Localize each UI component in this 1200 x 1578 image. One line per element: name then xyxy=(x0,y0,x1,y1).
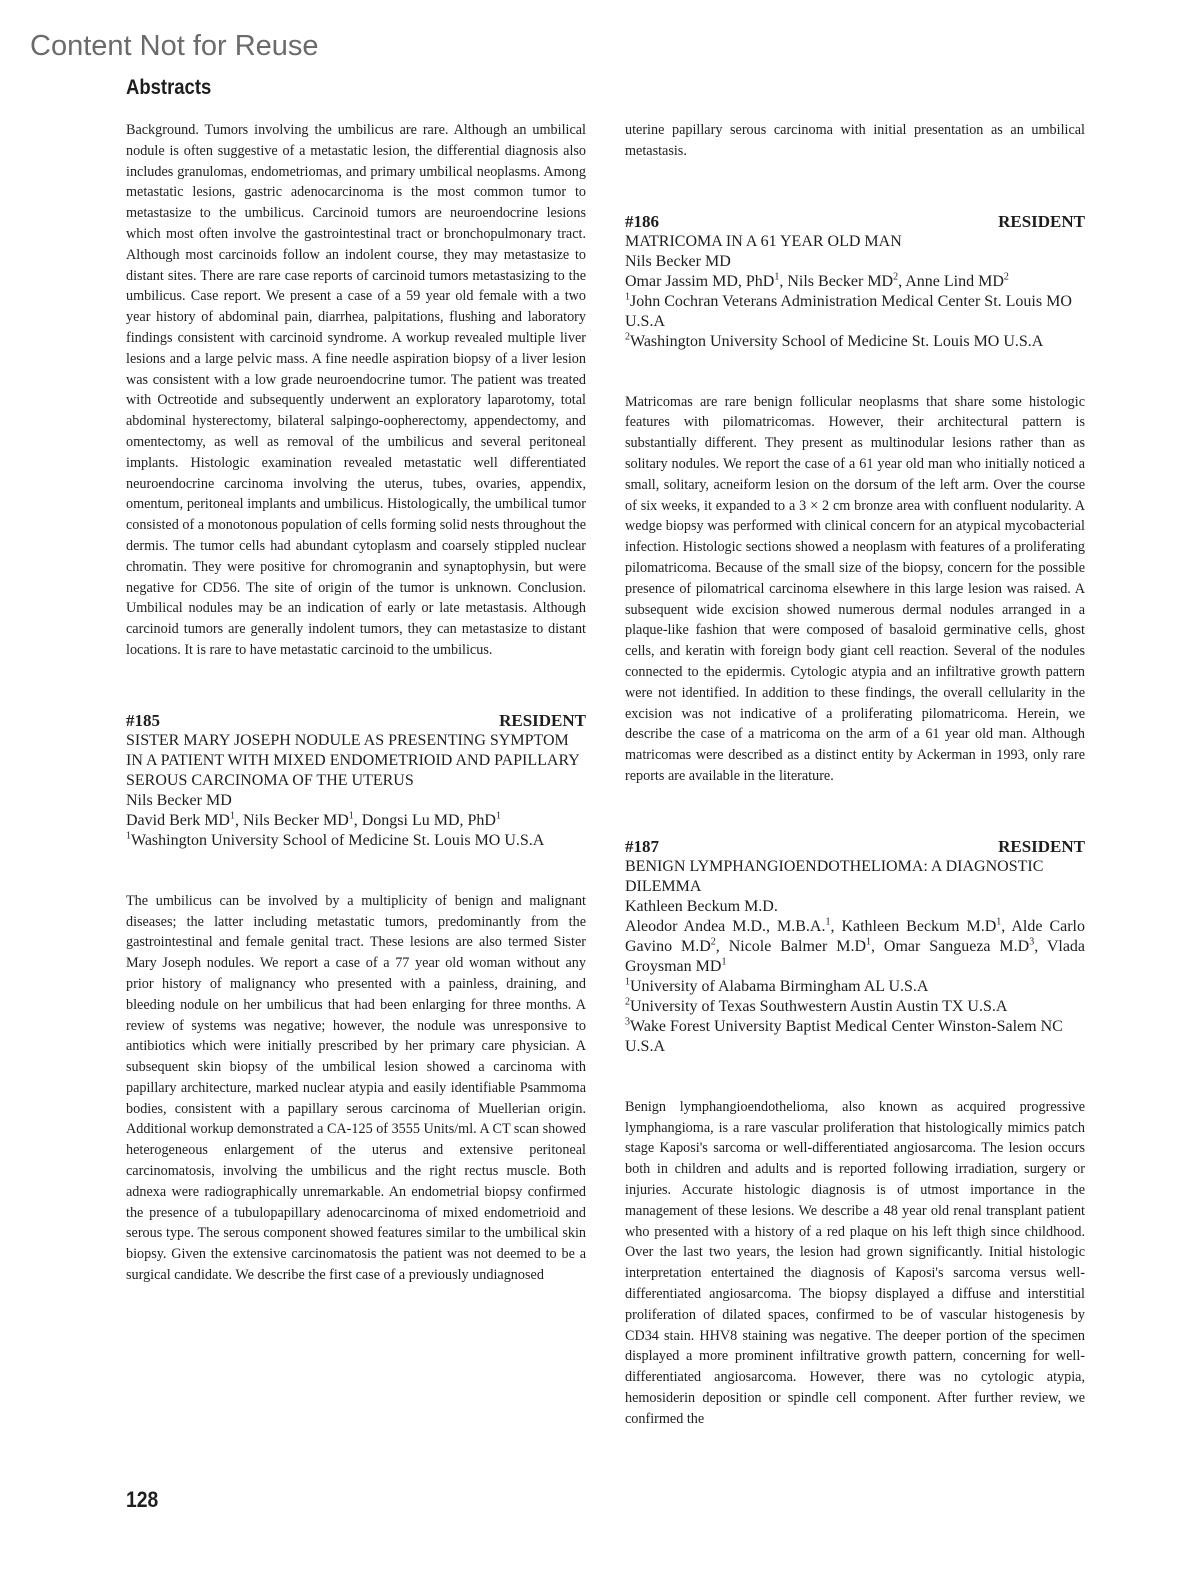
abstract-186 xyxy=(625,212,1085,787)
author-separator: , xyxy=(779,272,788,290)
affiliation-line xyxy=(625,332,1085,352)
watermark: Content Not for Reuse xyxy=(30,30,319,62)
author-separator: , xyxy=(898,272,906,290)
abstract-body: Benign lymphangioendothelioma, also known as acquired progressive lymphangioma, is a rare vascular proliferation that histologically mimics patch stage Kaposi's sarcoma or well-differentiated angiosarcoma. The lesion occurs both in children and adults and is reported following irradiation, surgery or injuries. Accurate histologic diagnosis is of utmost importance in the management of these lesions. We describe a 48 year old renal transplant patient who presented with a history of a red plaque on his left thigh since childhood. Over the last two years, the lesion had grown significantly. Initial histologic interpretation entertained the diagnosis of Kaposi's sarcoma versus well-differentiated angiosarcoma. The biopsy displayed a diffuse and interstitial proliferation of dilated spaces, confirmed to be of vascular histogenesis by CD34 stain. HHV8 staining was negative. The deeper portion of the specimen displayed a more prominent infiltrative growth pattern, concerning for well-differentiated angiosarcoma. However, there was no cytologic atypia, hemosiderin deposition or spindle cell component. After further review, we confirmed the xyxy=(625,1098,1085,1427)
author-affiliation-marker: 1 xyxy=(996,916,1002,928)
abstract-category: RESIDENT xyxy=(499,710,586,730)
author-separator: , xyxy=(234,811,243,829)
author-affiliation-marker: 1 xyxy=(348,810,354,822)
abstract-header xyxy=(625,837,1085,857)
author-affiliation-marker: 1 xyxy=(495,810,501,822)
affiliation-marker: 1 xyxy=(625,291,630,303)
affiliation-text: Washington University School of Medicine St. Louis MO U.S.A xyxy=(630,332,1044,350)
abstract-title: SISTER MARY JOSEPH NODULE AS PRESENTING SYMPTOM IN A PATIENT WITH MIXED ENDOMETRIOID AND PAPILLARY SEROUS CARCINOMA OF THE UTERUS xyxy=(126,731,580,789)
section-title: Abstracts xyxy=(126,76,212,99)
author-separator: , xyxy=(871,937,884,955)
abstract-affiliations xyxy=(625,977,1085,1057)
continued-abstract-text: Background. Tumors involving the umbilicus are rare. Although an umbilical nodule is often suggestive of a metastatic lesion, the differential diagnosis also includes granulomas, endometriomas, and primary umbilical neoplasms. Among metastatic lesions, gastric adenocarcinoma is the most common tumor to metastasize to the umbilicus. Carcinoid tumors are neuroendocrine lesions which most often involve the gastrointestinal tract or bronchopulmonary tract. Although most carcinoids follow an indolent course, they may metastasize to distant sites. There are rare case reports of carcinoid tumors metastasizing to the umbilicus. Case report. We present a case of a 59 year old female with a two year history of abdominal pain, diarrhea, palpitations, flushing and laboratory findings consistent with carcinoid syndrome. A workup revealed multiple liver lesions and a large pelvic mass. A fine needle aspiration biopsy of a liver lesion was consistent with a low grade neuroendocrine tumor. The patient was treated with Octreotide and subsequently underwent an exploratory laparotomy, total abdominal hysterectomy, bilateral salpingo-oopherectomy, appendectomy, and omentectomy, as well as removal of the umbilicus and several peritoneal implants. Histologic examination revealed metastatic well differentiated neuroendocrine carcinoma involving the uterus, tubes, ovaries, appendix, omentum, peritoneal implants and umbilicus. Histologically, the umbilical tumor consisted of a monotonous population of cells forming solid nests throughout the dermis. The tumor cells had abundant cytoplasm and coarsely stippled nuclear chromatin. They were positive for chromogranin and synaptophysin, but were negative for CD56. The site of origin of the tumor is unknown. Conclusion. Umbilical nodules may be an indication of early or late metastasis. Although carcinoid tumors are generally indolent tumors, they can metastasize to distant locations. It is rare to have metastatic carcinoid to the umbilicus. xyxy=(126,122,586,658)
abstract-presenter: Kathleen Beckum M.D. xyxy=(625,897,778,915)
affiliation-line xyxy=(126,831,586,851)
author-name: Omar Jassim MD, PhD xyxy=(625,272,775,290)
abstract-number: #187 xyxy=(625,836,659,856)
author-name: Alde Carlo Gavino M.D xyxy=(625,917,1085,955)
affiliation-text: Wake Forest University Baptist Medical Center Winston-Salem NC U.S.A xyxy=(625,1017,1063,1055)
abstract-affiliations xyxy=(126,831,586,851)
affiliation-marker: 1 xyxy=(625,976,630,988)
author-affiliation-marker: 3 xyxy=(1029,936,1035,948)
author-affiliation-marker: 1 xyxy=(229,810,235,822)
affiliation-marker: 2 xyxy=(625,331,630,343)
affiliation-marker: 2 xyxy=(625,996,630,1008)
abstract-body: Matricomas are rare benign follicular neoplasms that share some histologic features with pilomatricomas. However, their architectural pattern is substantially different. They present as multinodular lesions rather than as solitary nodules. We report the case of a 61 year old man who initially noticed a small, solitary, acneiform lesion on the dorsum of the left arm. Over the course of six weeks, it expanded to a 3 × 2 cm bronze area with confluent nodularity. A wedge biopsy was performed with clinical concern for an atypical mycobacterial infection. Histologic sections showed a neoplasm with features of a proliferating pilomatricoma. Because of the small size of the biopsy, concern for the possible presence of pilomatrical carcinoma elsewhere in this large lesion was raised. A subsequent wide excision showed numerous dermal nodules arranged in a plaque-like fashion that were composed of basaloid germinative cells, ghost cells, and keratin with foreign body giant cell reaction. Several of the nodules connected to the epidermis. Cytologic atypia and an infiltrative growth pattern were not identified. In addition to these findings, the overall cellularity in the excision was not indicative of a proliferating pilomatricoma. Herein, we describe the case of a matricoma on the arm of a 61 year old man. Although matricomas were described as a distinct entity by Ackerman in 1993, only rare reports are available in the literature. xyxy=(625,393,1085,784)
affiliation-line xyxy=(625,292,1085,332)
abstract-header xyxy=(625,212,1085,232)
author-separator: , xyxy=(715,937,729,955)
right-column xyxy=(625,120,1085,1429)
author-affiliation-marker: 1 xyxy=(721,956,727,968)
affiliation-marker: 3 xyxy=(625,1016,630,1028)
affiliation-text: University of Alabama Birmingham AL U.S.A xyxy=(630,977,929,995)
author-name: Anne Lind MD xyxy=(905,272,1004,290)
affiliation-text: Washington University School of Medicine St. Louis MO U.S.A xyxy=(131,831,545,849)
abstract-category: RESIDENT xyxy=(998,836,1085,856)
affiliation-line xyxy=(625,977,1085,997)
abstract-187 xyxy=(625,837,1085,1430)
author-affiliation-marker: 2 xyxy=(710,936,716,948)
abstract-authors xyxy=(625,917,1085,977)
author-affiliation-marker: 1 xyxy=(866,936,871,948)
author-name: Omar Sangueza M.D xyxy=(883,937,1030,955)
author-name: Nils Becker MD xyxy=(787,272,894,290)
author-name: David Berk MD xyxy=(126,811,230,829)
author-name: Kathleen Beckum M.D xyxy=(841,917,997,935)
abstract-body: The umbilicus can be involved by a multiplicity of benign and malignant diseases; the latter including metastatic tumors, predominantly from the gastrointestinal and female genital tract. These lesions are also termed Sister Mary Joseph nodules. We report a case of a 77 year old woman without any prior history of malignancy who presented with a painless, draining, and bleeding nodule on her umbilicus that had been enlarging for three months. A review of systems was negative; however, the nodule was unresponsive to antibiotics which were initially prescribed by her primary care physician. A subsequent skin biopsy of the umbilical lesion showed a carcinoma with papillary architecture, marked nuclear atypia and easily identifiable Psammoma bodies, consistent with a papillary serous carcinoma of Muellerian origin. Additional workup demonstrated a CA-125 of 3555 Units/ml. A CT scan showed heterogeneous enlargement of the uterus and extensive peritoneal carcinomatosis, involving the umbilicus and the right rectus muscle. Both adnexa were radiographically unremarkable. An endometrial biopsy confirmed the presence of a tubulopapillary adenocarcinoma of mixed endometrioid and serous type. The serous component showed features similar to the umbilical skin biopsy. Given the extensive carcinomatosis the patient was not deemed to be a surgical candidate. We describe the first case of a previously undiagnosed xyxy=(126,892,586,1284)
abstract-number: #185 xyxy=(126,710,160,730)
abstract-authors xyxy=(126,811,586,831)
abstract-header xyxy=(126,711,586,731)
continued-abstract-text: uterine papillary serous carcinoma with initial presentation as an umbilical metastasis. xyxy=(625,122,1085,159)
author-affiliation-marker: 1 xyxy=(774,271,780,283)
abstract-presenter: Nils Becker MD xyxy=(625,252,731,270)
abstract-185 xyxy=(126,711,586,1286)
page-number: 128 xyxy=(126,1487,159,1512)
abstract-category: RESIDENT xyxy=(998,211,1085,231)
affiliation-line xyxy=(625,997,1085,1017)
author-name: Nils Becker MD xyxy=(242,811,349,829)
author-name: Dongsi Lu MD, PhD xyxy=(361,811,496,829)
abstract-title: MATRICOMA IN A 61 YEAR OLD MAN xyxy=(625,232,902,250)
affiliation-text: John Cochran Veterans Administration Medical Center St. Louis MO U.S.A xyxy=(625,292,1072,330)
abstract-affiliations xyxy=(625,292,1085,352)
left-column xyxy=(126,120,586,1286)
author-separator: , xyxy=(830,917,842,935)
abstract-title: BENIGN LYMPHANGIOENDOTHELIOMA: A DIAGNOSTIC DILEMMA xyxy=(625,857,1044,895)
author-separator: , xyxy=(1001,917,1012,935)
author-name: Vlada Groysman MD xyxy=(625,937,1086,975)
affiliation-marker: 1 xyxy=(126,830,131,842)
author-separator: , xyxy=(353,811,362,829)
author-separator: , xyxy=(1034,937,1047,955)
abstract-authors xyxy=(625,272,1085,292)
author-name: Nicole Balmer M.D xyxy=(728,937,866,955)
affiliation-text: University of Texas Southwestern Austin Austin TX U.S.A xyxy=(630,997,1008,1015)
author-affiliation-marker: 1 xyxy=(825,916,831,928)
affiliation-line xyxy=(625,1017,1085,1057)
abstract-presenter: Nils Becker MD xyxy=(126,791,232,809)
abstract-number: #186 xyxy=(625,211,659,231)
author-name: Aleodor Andea M.D., M.B.A. xyxy=(625,917,826,935)
author-affiliation-marker: 2 xyxy=(1003,271,1009,283)
author-affiliation-marker: 2 xyxy=(893,271,899,283)
